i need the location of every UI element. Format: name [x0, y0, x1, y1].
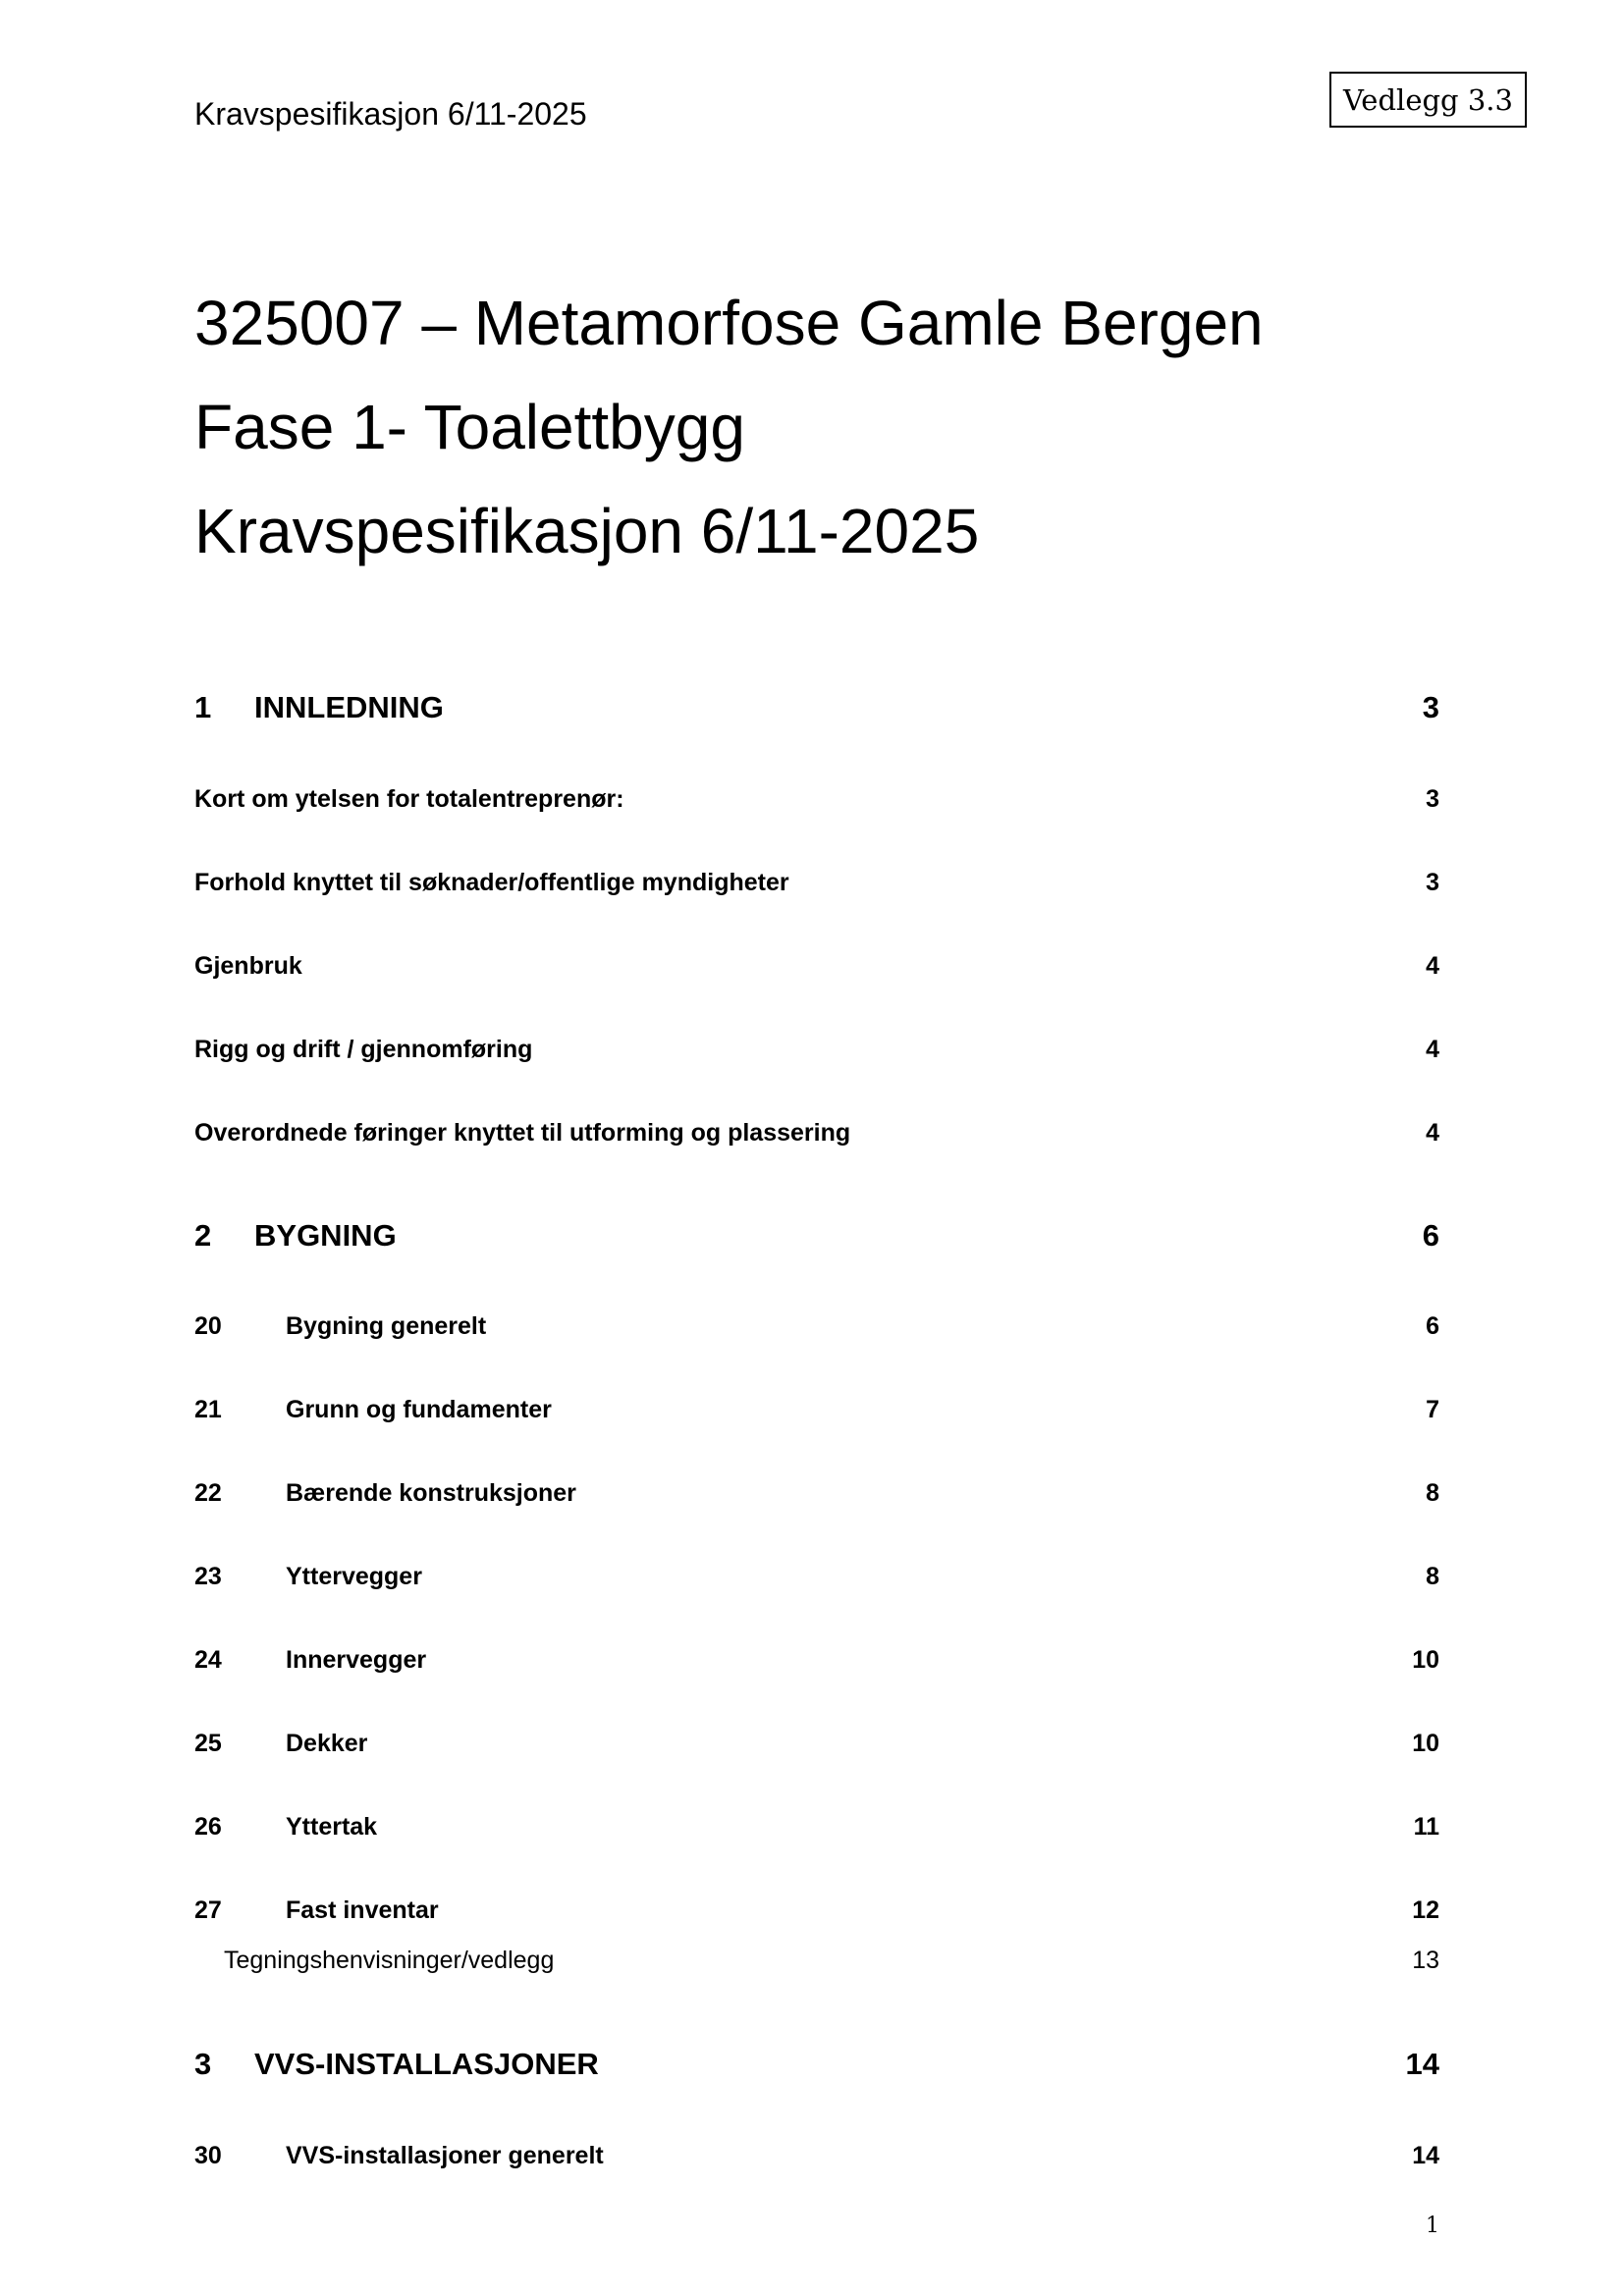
toc-entry-number: 27 [194, 1896, 222, 1924]
toc-entry-page: 8 [1426, 1562, 1439, 1590]
toc-entry[interactable] [194, 779, 1439, 819]
toc-entry[interactable] [194, 1724, 1439, 1763]
toc-entry-label: Gjenbruk [194, 951, 302, 980]
toc-entry-page: 12 [1412, 1896, 1439, 1924]
toc-entry-number: 30 [194, 2141, 222, 2169]
toc-entry-label: Yttervegger [286, 1562, 422, 1590]
toc-entry[interactable] [194, 1473, 1439, 1513]
running-header: Kravspesifikasjon 6/11-2025 [194, 96, 587, 132]
toc-entry[interactable] [194, 2136, 1439, 2175]
toc-entry-label: VVS-INSTALLASJONER [254, 2047, 599, 2081]
toc-entry-number: 1 [194, 690, 212, 724]
toc-entry-page: 11 [1413, 1812, 1439, 1841]
toc-entry-page: 4 [1426, 1035, 1439, 1063]
attachment-label: Vedlegg 3.3 [1343, 82, 1513, 117]
toc-entry-label: Kort om ytelsen for totalentreprenør: [194, 784, 624, 813]
toc-entry-page: 4 [1426, 951, 1439, 980]
toc-entry-page: 6 [1426, 1311, 1439, 1340]
toc-entry-page: 14 [1412, 2141, 1439, 2169]
toc-entry-label: Bærende konstruksjoner [286, 1478, 576, 1507]
document-title-line-2: Fase 1- Toalettbygg [194, 392, 745, 462]
toc-entry-label: Innervegger [286, 1645, 427, 1674]
toc-entry-label: Tegningshenvisninger/vedlegg [224, 1946, 555, 1974]
toc-entry[interactable] [194, 1941, 1439, 1980]
toc-entry-number: 20 [194, 1311, 222, 1340]
toc-entry-number: 23 [194, 1562, 222, 1590]
toc-entry[interactable] [194, 1113, 1439, 1152]
toc-entry-page: 13 [1412, 1946, 1439, 1974]
toc-entry-page: 6 [1422, 1218, 1439, 1253]
toc-entry-label: INNLEDNING [254, 690, 444, 724]
toc-entry-page: 10 [1412, 1645, 1439, 1674]
toc-entry-label: BYGNING [254, 1218, 397, 1253]
toc-entry[interactable] [194, 946, 1439, 986]
toc-entry-label: Dekker [286, 1729, 368, 1757]
toc-entry-label: Bygning generelt [286, 1311, 487, 1340]
toc-entry-number: 2 [194, 1218, 212, 1253]
toc-entry[interactable] [194, 2045, 1439, 2084]
toc-entry-number: 3 [194, 2047, 212, 2081]
toc-entry-page: 10 [1412, 1729, 1439, 1757]
toc-entry-number: 21 [194, 1395, 222, 1423]
page-number: 1 [1426, 2214, 1439, 2238]
toc-entry-page: 3 [1426, 784, 1439, 813]
toc-entry-number: 22 [194, 1478, 222, 1507]
toc-entry-page: 3 [1422, 690, 1439, 724]
toc-entry-label: Overordnede føringer knyttet til utforming og plassering [194, 1118, 851, 1147]
toc-entry[interactable] [194, 1557, 1439, 1596]
toc-entry[interactable] [194, 688, 1439, 727]
toc-entry-page: 8 [1426, 1478, 1439, 1507]
document-title-line-1: 325007 – Metamorfose Gamle Bergen [194, 288, 1264, 358]
toc-entry[interactable] [194, 1891, 1439, 1930]
toc-entry[interactable] [194, 1807, 1439, 1846]
toc-entry-number: 24 [194, 1645, 222, 1674]
toc-entry[interactable] [194, 863, 1439, 902]
toc-entry[interactable] [194, 1390, 1439, 1429]
toc-entry[interactable] [194, 1640, 1439, 1680]
attachment-label-box [1329, 72, 1527, 128]
toc-entry-label: Fast inventar [286, 1896, 439, 1924]
toc-entry-page: 4 [1426, 1118, 1439, 1147]
toc-entry-label: Rigg og drift / gjennomføring [194, 1035, 533, 1063]
toc-entry-label: Forhold knyttet til søknader/offentlige myndigheter [194, 868, 789, 896]
toc-entry-number: 26 [194, 1812, 222, 1841]
toc-entry[interactable] [194, 1030, 1439, 1069]
toc-entry-page: 7 [1426, 1395, 1439, 1423]
toc-entry-label: VVS-installasjoner generelt [286, 2141, 604, 2169]
toc-entry-label: Grunn og fundamenter [286, 1395, 552, 1423]
toc-entry-page: 14 [1405, 2047, 1439, 2081]
toc-entry-label: Yttertak [286, 1812, 378, 1841]
toc-entry-page: 3 [1426, 868, 1439, 896]
document-title-line-3: Kravspesifikasjon 6/11-2025 [194, 496, 980, 566]
toc-entry[interactable] [194, 1216, 1439, 1255]
toc-entry-number: 25 [194, 1729, 222, 1757]
toc-entry[interactable] [194, 1307, 1439, 1346]
